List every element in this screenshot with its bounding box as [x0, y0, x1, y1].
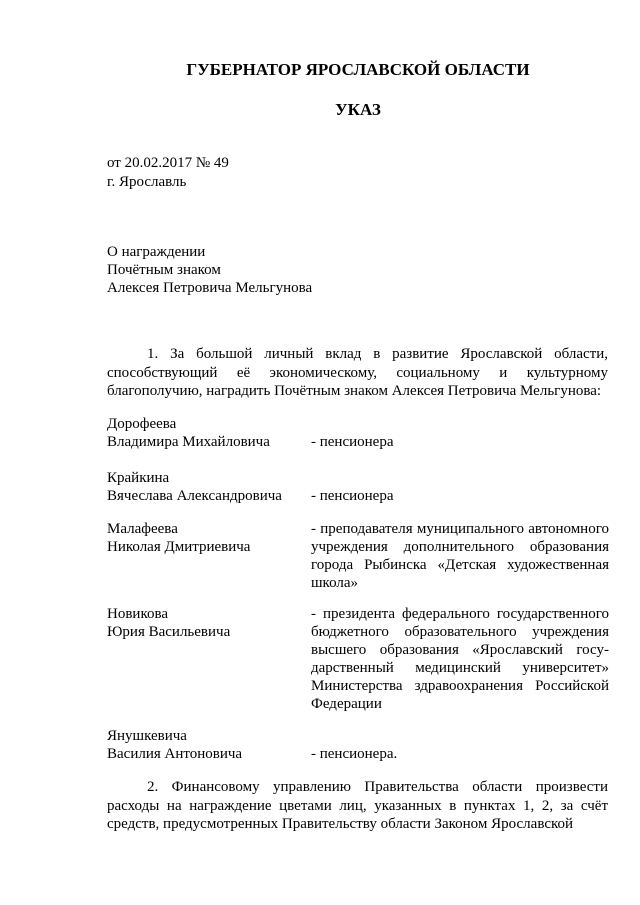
- subject-line-2: Почётным знаком: [107, 262, 221, 278]
- recipient-description: - пенсионера.: [311, 746, 398, 762]
- recipient-description: - пенсионера: [311, 434, 394, 450]
- clause-1: 1. За большой личный вклад в развитие Ярославской области, способствующий её экономическому, социальному и культурному благополучию, наградить Почётным знаком Алексея Петровича Мельгунова:: [107, 346, 608, 399]
- city: г. Ярославль: [107, 174, 187, 190]
- date-and-number: от 20.02.2017 № 49: [107, 155, 229, 171]
- recipient-given-names: Василия Антоновича: [107, 746, 243, 762]
- recipient-surname: Малафеева: [107, 521, 178, 537]
- issuing-authority: ГУБЕРНАТОР ЯРОСЛАВСКОЙ ОБЛАСТИ: [186, 60, 530, 79]
- subject-line-3: Алексея Петровича Мельгунова: [107, 280, 313, 296]
- document-type: УКАЗ: [335, 100, 381, 119]
- recipient-surname: Янушкевича: [107, 728, 187, 744]
- recipient-given-names: Владимира Михайловича: [107, 434, 270, 450]
- recipient-description: - пенсионера: [311, 488, 394, 504]
- recipient-name: [107, 605, 307, 641]
- recipient-name: [107, 415, 307, 451]
- subject-line-1: О награждении: [107, 244, 206, 260]
- recipient-description: - президента федерального государственного бюджетного образовательного учреждения высшего образования «Ярославский госу-дарственный медицинский университет» Министерства здравоохранения Российской Федерации: [311, 606, 609, 712]
- recipient-surname: Новикова: [107, 606, 169, 622]
- clause-2: 2. Финансовому управлению Правительства области произвести расходы на награждение цветами лиц, указанных в пунктах 1, 2, за счёт средств, предусмотренных Правительству области Законом Ярославской: [107, 779, 608, 832]
- recipient-name: [107, 520, 307, 556]
- recipient-given-names: Николая Дмитриевича: [107, 539, 251, 555]
- recipient-name: [107, 469, 307, 505]
- recipient-surname: Крайкина: [107, 470, 170, 486]
- recipient-given-names: Вячеслава Александровича: [107, 488, 282, 504]
- recipient-name: [107, 727, 307, 763]
- recipient-surname: Дорофеева: [107, 416, 177, 432]
- recipient-description: - преподавателя муниципального автономного учреждения дополнительного образования города Рыбинска «Детская художественная школа»: [311, 521, 609, 591]
- recipient-given-names: Юрия Васильевича: [107, 624, 231, 640]
